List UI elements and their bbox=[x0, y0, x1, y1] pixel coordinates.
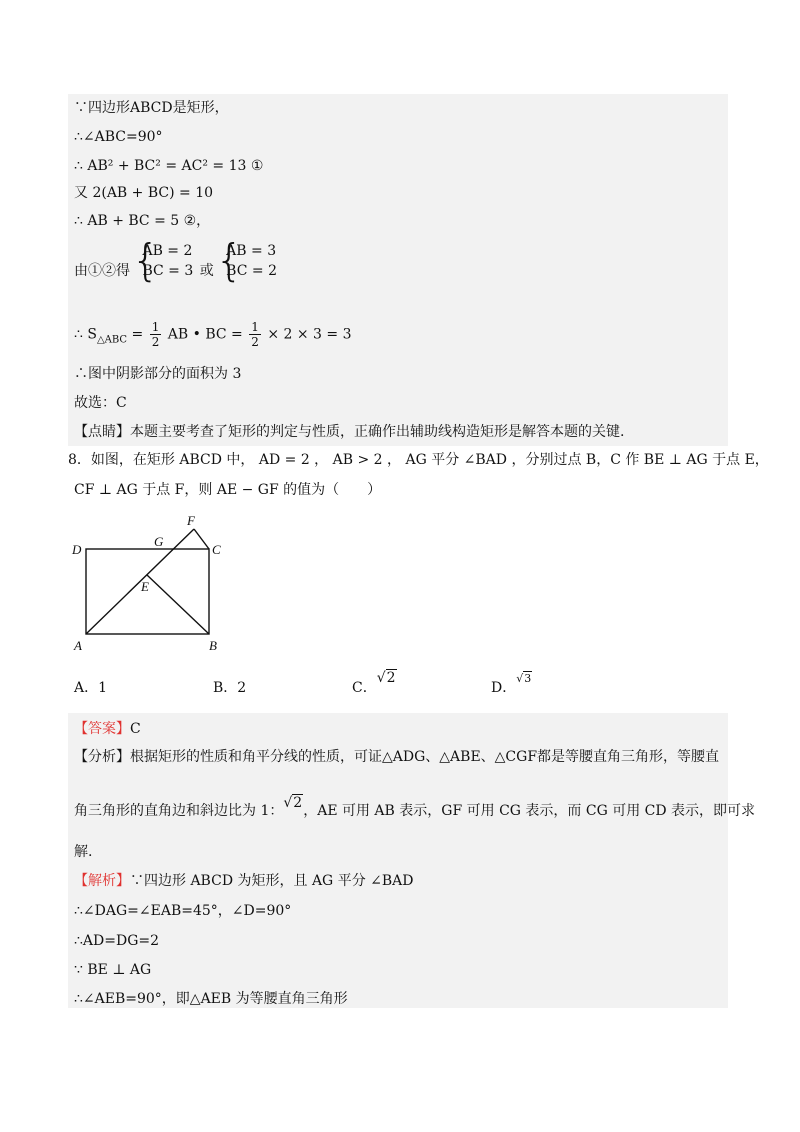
system-brace-1 bbox=[134, 241, 193, 281]
label-f: F bbox=[187, 513, 195, 528]
answer-value: C bbox=[130, 721, 141, 737]
analysis-line-3: 解. bbox=[74, 844, 93, 860]
label-c: C bbox=[212, 542, 221, 557]
label-a: A bbox=[74, 638, 82, 653]
system1-eq-a: AB = 2 bbox=[142, 243, 193, 259]
answer-line bbox=[74, 719, 141, 739]
solution-line-9: 故选：C bbox=[74, 395, 127, 411]
question-line-1: 8．如图，在矩形 ABCD 中， AD = 2 ， AB > 2 ， AG 平分 ∠BAD ，分别过点 B，C 作 BE ⊥ AG 于点 E， bbox=[68, 452, 769, 468]
system-prefix: 由①②得 bbox=[74, 263, 130, 279]
sqrt-symbol: √3 bbox=[516, 672, 532, 685]
area-formula-line bbox=[74, 320, 352, 350]
option-a[interactable]: A．1 bbox=[74, 680, 108, 696]
option-b[interactable]: B．2 bbox=[213, 680, 247, 696]
solution-line-4: 又 2(AB + BC) = 10 bbox=[74, 185, 214, 201]
label-b: B bbox=[209, 638, 217, 653]
system-brace-2 bbox=[218, 241, 277, 281]
solution-line-5: ∴ AB + BC = 5 ②， bbox=[74, 213, 211, 229]
solution-line-8: ∴图中阴影部分的面积为 3 bbox=[74, 366, 242, 382]
area-symbol: ∴ S bbox=[74, 326, 97, 343]
answer-tag: 【答案】 bbox=[74, 721, 130, 737]
system2-eq-b: BC = 2 bbox=[226, 263, 277, 279]
segment-eb bbox=[147, 575, 209, 634]
analysis-line-2: 角三角形的直角边和斜边比为 1：√2，AE 可用 AB 表示，GF 可用 CG 表示，而 CG 可用 CD 表示，即可求 bbox=[74, 795, 756, 819]
sqrt-symbol: √2 bbox=[376, 670, 396, 686]
option-d[interactable]: D．√3 bbox=[491, 668, 532, 689]
solution-detail-line-3: ∴AD=DG=2 bbox=[74, 933, 160, 949]
rectangle-abcd bbox=[86, 549, 209, 634]
solution-detail-line-2: ∴∠DAG=∠EAB=45°，∠D=90° bbox=[74, 903, 292, 919]
label-e: E bbox=[141, 579, 149, 594]
solution-detail-line-1: 【解析】∵四边形 ABCD 为矩形，且 AG 平分 ∠BAD bbox=[74, 873, 414, 889]
fraction-half-1: $\frac{1}{2}$ bbox=[151, 320, 160, 349]
area-mid: AB • BC = bbox=[163, 326, 248, 343]
solution-line-2: ∴∠ABC=90° bbox=[74, 129, 163, 145]
question-line-2: CF ⊥ AG 于点 F，则 AE − GF 的值为（ ） bbox=[74, 482, 382, 498]
fraction-half-2: $\frac{1}{2}$ bbox=[251, 320, 259, 349]
analysis-tag: 【分析】 bbox=[74, 749, 130, 765]
solution-line-3: ∴ AB² + BC² = AC² = 13 ① bbox=[74, 158, 264, 174]
equation-system-line bbox=[74, 241, 279, 281]
solution-detail-line-5: ∴∠AEB=90°，即△AEB 为等腰直角三角形 bbox=[74, 991, 348, 1007]
label-g: G bbox=[154, 534, 164, 549]
sqrt-symbol: √2 bbox=[283, 795, 303, 811]
area-subscript: △ABC bbox=[96, 334, 128, 346]
solution-detail-line-4: ∵ BE ⊥ AG bbox=[74, 962, 152, 978]
analysis-line-1: 【分析】根据矩形的性质和角平分线的性质，可证△ADG、△ABE、△CGF都是等腰直角三角形，等腰直 bbox=[74, 749, 720, 765]
area-end: × 2 × 3 = 3 bbox=[262, 326, 352, 343]
solution-line-1: ∵四边形ABCD是矩形， bbox=[74, 100, 229, 116]
system-or: 或 bbox=[199, 263, 214, 279]
area-eq: = bbox=[127, 326, 148, 343]
key-point-note: 【点睛】本题主要考查了矩形的判定与性质，正确作出辅助线构造矩形是解答本题的关键. bbox=[74, 424, 625, 440]
system2-eq-a: AB = 3 bbox=[226, 243, 277, 259]
option-c[interactable]: C．√2 bbox=[352, 670, 396, 696]
segment-fc bbox=[194, 529, 209, 549]
segment-af bbox=[86, 529, 194, 634]
system1-eq-b: BC = 3 bbox=[142, 263, 194, 279]
label-d: D bbox=[72, 542, 82, 557]
solution-tag: 【解析】 bbox=[74, 873, 130, 889]
